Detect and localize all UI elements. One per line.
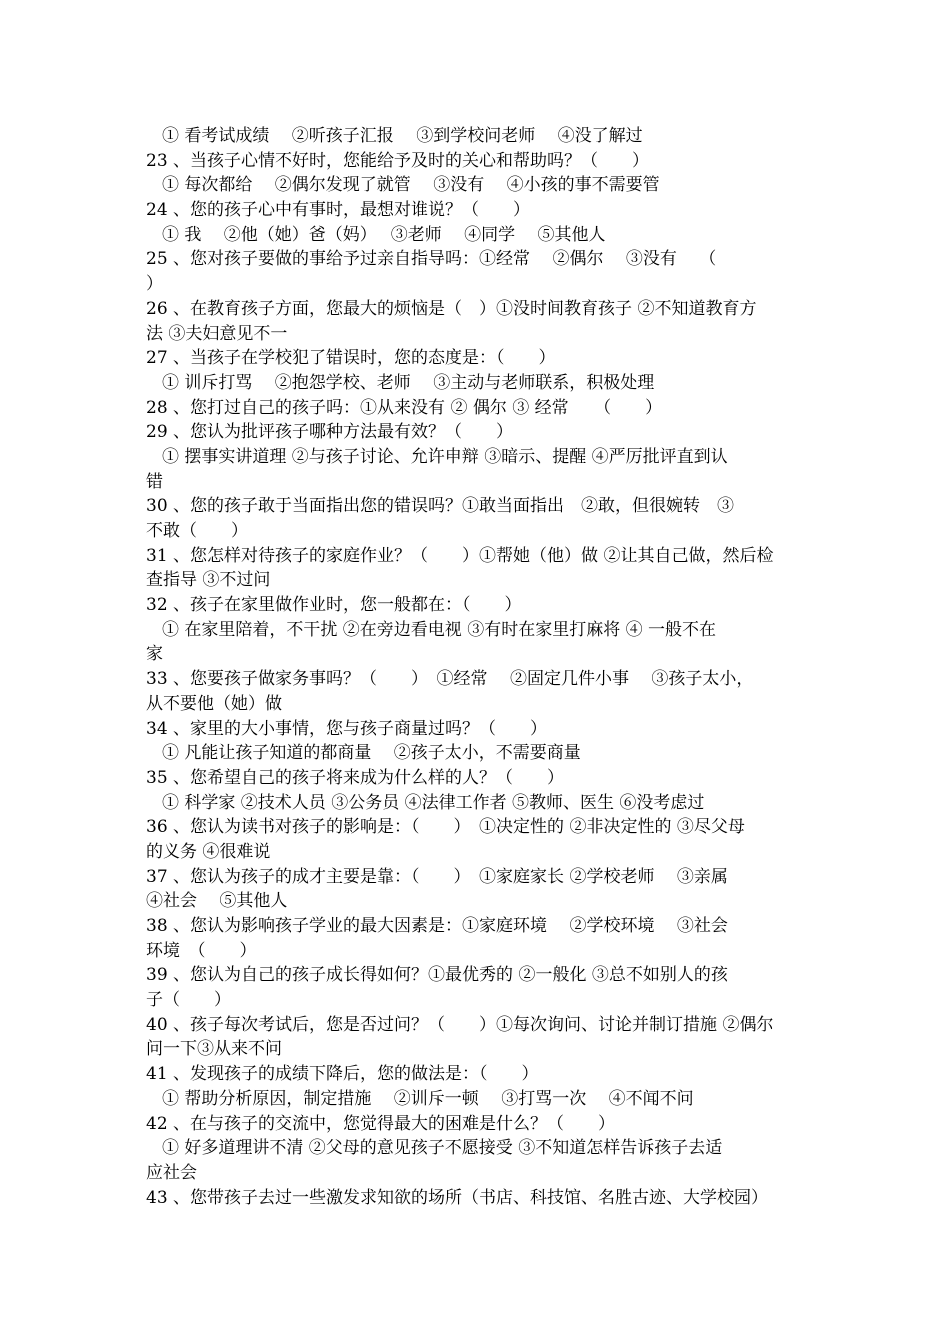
answer-options-line: ① 看考试成绩 ②听孩子汇报 ③到学校问老师 ④没了解过 [162,126,643,146]
question-line: 子（ ） [146,990,231,1011]
answer-options-line: ① 摆事实讲道理 ②与孩子讨论、允许申辩 ③暗示、提醒 ④严厉批评直到认 [162,446,728,467]
questionnaire-text [146,124,810,1210]
question-line: 36 、您认为读书对孩子的影响是：（ ） ①决定性的 ②非决定性的 ③尽父母 [146,817,745,838]
answer-options-line: ① 好多道理讲不清 ②父母的意见孩子不愿接受 ③不知道怎样告诉孩子去适 [162,1138,723,1159]
question-line: 的义务 ④很难说 [146,841,271,862]
answer-options-line: ① 凡能让孩子知道的都商量 ②孩子太小，不需要商量 [162,743,581,764]
question-line: 不敢（ ） [146,521,248,541]
question-line: 应社会 [146,1162,197,1183]
answer-options-line: ① 在家里陪着，不干扰 ②在旁边看电视 ③有时在家里打麻将 ④ 一般不在 [162,619,717,640]
question-line: ） [146,274,163,295]
question-line: 28 、您打过自己的孩子吗：①从来没有 ② 偶尔 ③ 经常 （ ） [146,397,663,418]
question-line: 34 、家里的大小事情，您与孩子商量过吗？（ ） [146,718,548,739]
question-line: 32 、孩子在家里做作业时，您一般都在：（ ） [146,595,522,616]
question-line: 问一下③从来不问 [146,1039,282,1060]
question-line: 27 、当孩子在学校犯了错误时，您的态度是：（ ） [146,348,556,369]
question-line: 42 、在与孩子的交流中，您觉得最大的困难是什么？（ ） [146,1113,616,1134]
question-line: 39 、您认为自己的孩子成长得如何？①最优秀的 ②一般化 ③总不如别人的孩 [146,965,728,986]
question-line: 23 、当孩子心情不好时，您能给予及时的关心和帮助吗？（ ） [146,150,650,171]
question-line: 法 ③夫妇意见不一 [146,323,288,344]
question-line: 错 [146,471,163,492]
question-line: 43 、您带孩子去过一些激发求知欲的场所（书店、科技馆、名胜古迹、大学校园） [146,1187,769,1208]
question-line: 从不要他（她）做 [146,693,282,714]
question-line: 33 、您要孩子做家务事吗？（ ） ①经常 ②固定几件小事 ③孩子太小， [146,669,754,690]
question-line: 查指导 ③不过问 [146,570,271,591]
answer-options-line: ① 我 ②他（她）爸（妈） ③老师 ④同学 ⑤其他人 [162,224,606,245]
question-line: 24 、您的孩子心中有事时，最想对谁说？（ ） [146,200,531,221]
question-line: 26 、在教育孩子方面，您最大的烦恼是（ ）①没时间教育孩子 ②不知道教育方 [146,298,757,319]
question-line: 41 、发现孩子的成绩下降后，您的做法是：（ ） [146,1064,539,1085]
answer-options-line: ① 科学家 ②技术人员 ③公务员 ④法律工作者 ⑤教师、医生 ⑥没考虑过 [162,792,705,813]
answer-options-line: ① 帮助分析原因，制定措施 ②训斥一顿 ③打骂一次 ④不闻不问 [162,1088,694,1109]
question-line: 31 、您怎样对待孩子的家庭作业？（ ）①帮她（他）做 ②让其自己做，然后检 [146,545,774,566]
question-line: 38 、您认为影响孩子学业的最大因素是：①家庭环境 ②学校环境 ③社会 [146,916,728,936]
question-line: 25 、您对孩子要做的事给予过亲自指导吗：①经常 ②偶尔 ③没有 （ [146,249,717,270]
question-line: 30 、您的孩子敢于当面指出您的错误吗？①敢当面指出 ②敢，但很婉转 ③ [146,496,735,517]
answer-options-line: ① 每次都给 ②偶尔发现了就管 ③没有 ④小孩的事不需要管 [162,175,660,196]
question-line: 家 [146,644,163,665]
question-line: ④社会 ⑤其他人 [146,891,288,912]
question-line: 37 、您认为孩子的成才主要是靠：（ ） ①家庭家长 ②学校老师 ③亲属 [146,866,728,887]
question-line: 环境 （ ） [146,940,257,961]
question-line: 35 、您希望自己的孩子将来成为什么样的人？（ ） [146,767,565,788]
question-line: 40 、孩子每次考试后，您是否过问？（ ）①每次询问、讨论并制订措施 ②偶尔 [146,1014,774,1035]
answer-options-line: ① 训斥打骂 ②抱怨学校、老师 ③主动与老师联系，积极处理 [162,372,655,393]
question-line: 29 、您认为批评孩子哪种方法最有效？（ ） [146,422,514,443]
